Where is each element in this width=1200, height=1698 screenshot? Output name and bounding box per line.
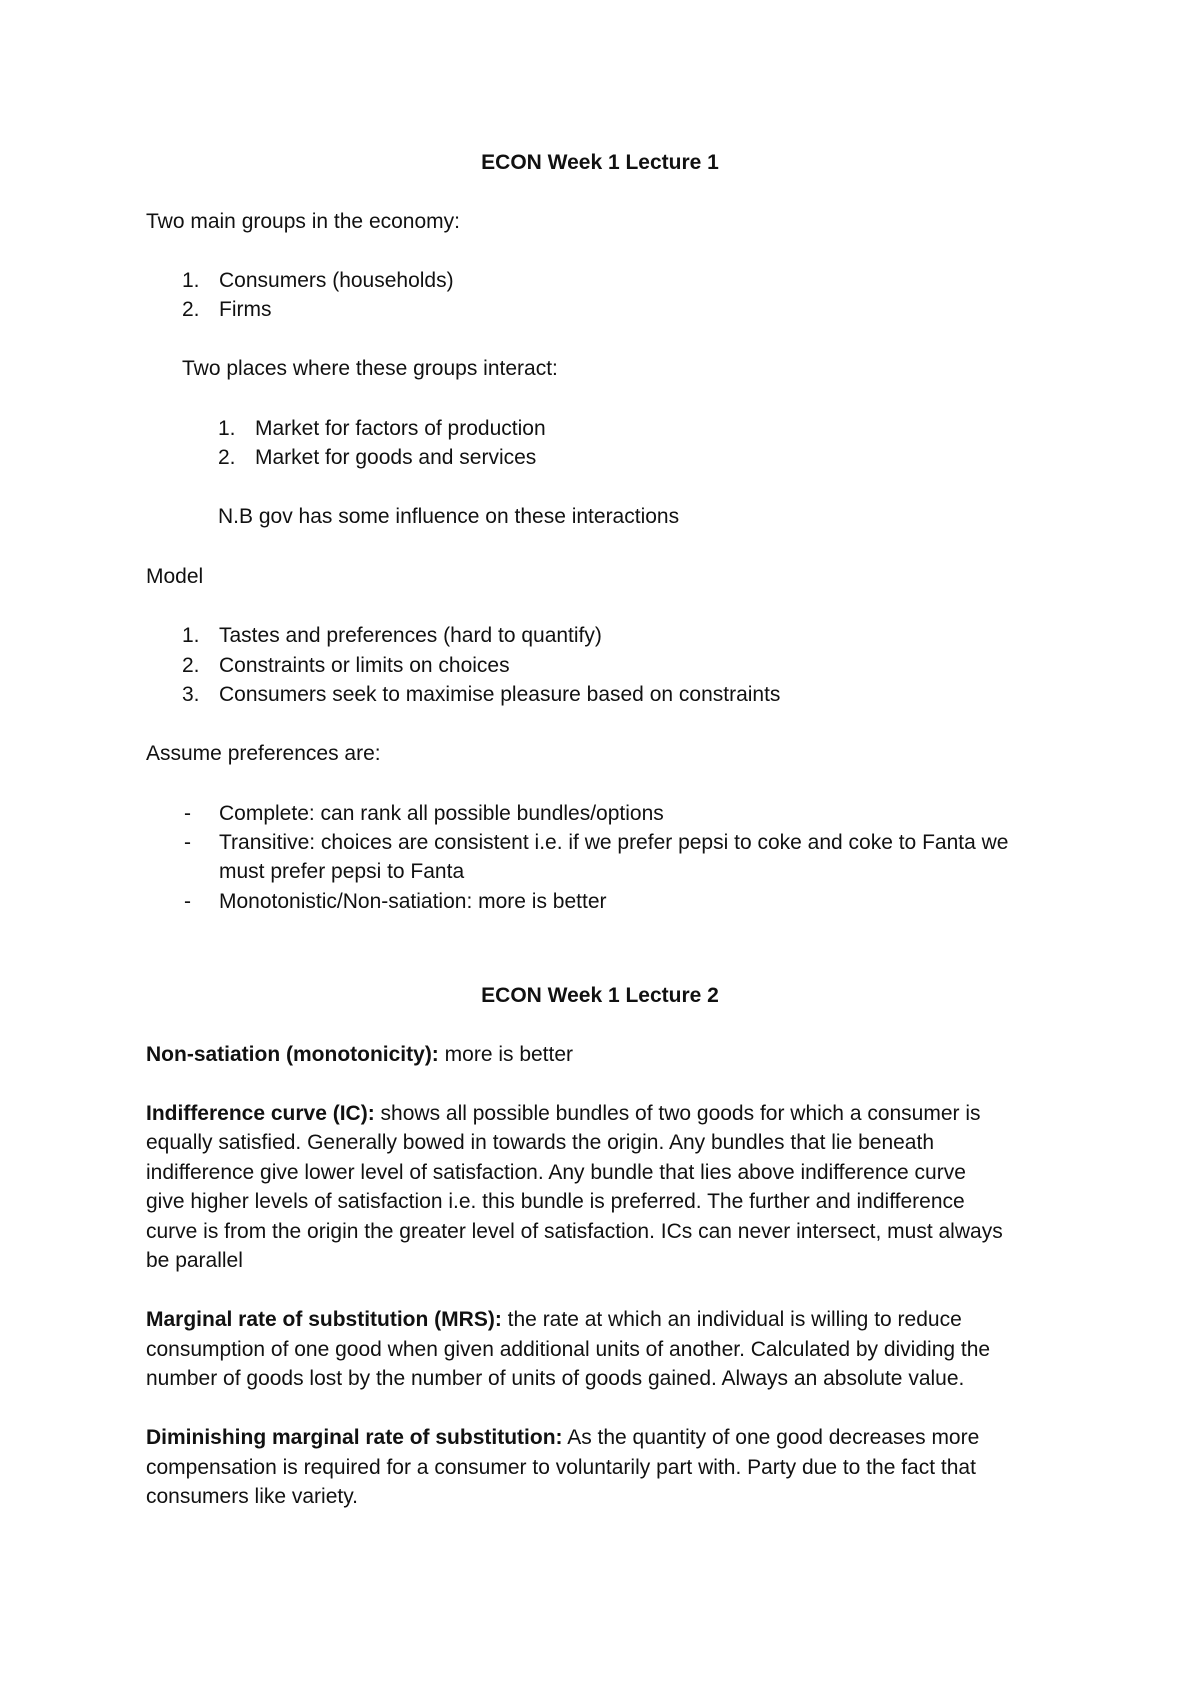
nb-note: N.B gov has some influence on these interactions bbox=[218, 505, 680, 528]
definition-line: give higher levels of satisfaction i.e. this bundle is preferred. The further and indifference bbox=[146, 1190, 965, 1213]
definition-term: Marginal rate of substitution (MRS): bbox=[146, 1308, 502, 1331]
list-item: Consumers (households) bbox=[219, 269, 454, 292]
definition-line: curve is from the origin the greater level of satisfaction. ICs can never intersect, must always bbox=[146, 1220, 1003, 1243]
list-number: 2. bbox=[182, 654, 200, 677]
definition-line bbox=[146, 1099, 981, 1129]
definition-line: number of goods lost by the number of units of goods gained. Always an absolute value. bbox=[146, 1367, 965, 1390]
list-item: Market for goods and services bbox=[255, 446, 537, 469]
list-number: 3. bbox=[182, 683, 200, 706]
definition-text: the rate at which an individual is willing to reduce bbox=[501, 1308, 962, 1331]
definition-line: be parallel bbox=[146, 1249, 243, 1272]
definition-text: more is better bbox=[438, 1043, 574, 1066]
nonsatiation-definition bbox=[146, 1040, 573, 1070]
list-item: Constraints or limits on choices bbox=[219, 654, 510, 677]
list-item-continuation: must prefer pepsi to Fanta bbox=[219, 860, 465, 883]
list-number: 1. bbox=[182, 624, 200, 647]
list-number: 2. bbox=[182, 298, 200, 321]
lecture1-title: ECON Week 1 Lecture 1 bbox=[481, 151, 719, 174]
definition-line: equally satisfied. Generally bowed in towards the origin. Any bundles that lie beneath bbox=[146, 1131, 934, 1154]
definition-line: indifference give lower level of satisfaction. Any bundle that lies above indifference curve bbox=[146, 1161, 966, 1184]
list-item: Transitive: choices are consistent i.e. if we prefer pepsi to coke and coke to Fanta we bbox=[219, 831, 1009, 854]
definition-line: compensation is required for a consumer to voluntarily part with. Party due to the fact that bbox=[146, 1456, 976, 1479]
definition-line bbox=[146, 1423, 979, 1453]
list-number: 2. bbox=[218, 446, 236, 469]
list-item: Firms bbox=[219, 298, 272, 321]
list-number: 1. bbox=[218, 417, 236, 440]
list-item: Monotonistic/Non-satiation: more is better bbox=[219, 890, 607, 913]
list-number: 1. bbox=[182, 269, 200, 292]
groups-intro: Two main groups in the economy: bbox=[146, 210, 460, 233]
list-item: Complete: can rank all possible bundles/options bbox=[219, 802, 664, 825]
assume-heading: Assume preferences are: bbox=[146, 742, 381, 765]
bullet-dash: - bbox=[184, 831, 191, 854]
places-intro: Two places where these groups interact: bbox=[182, 357, 558, 380]
list-item: Consumers seek to maximise pleasure based on constraints bbox=[219, 683, 781, 706]
definition-term: Non-satiation (monotonicity): bbox=[146, 1043, 439, 1066]
definition-text: As the quantity of one good decreases more bbox=[562, 1426, 980, 1449]
definition-term: Diminishing marginal rate of substitution: bbox=[146, 1426, 563, 1449]
definition-line: consumption of one good when given additional units of another. Calculated by dividing the bbox=[146, 1338, 991, 1361]
definition-line bbox=[146, 1305, 962, 1335]
definition-line: consumers like variety. bbox=[146, 1485, 359, 1508]
model-heading: Model bbox=[146, 565, 204, 588]
list-item: Tastes and preferences (hard to quantify) bbox=[219, 624, 602, 647]
bullet-dash: - bbox=[184, 890, 191, 913]
bullet-dash: - bbox=[184, 802, 191, 825]
definition-text: shows all possible bundles of two goods for which a consumer is bbox=[374, 1102, 981, 1125]
definition-term: Indifference curve (IC): bbox=[146, 1102, 375, 1125]
list-item: Market for factors of production bbox=[255, 417, 546, 440]
lecture2-title: ECON Week 1 Lecture 2 bbox=[481, 984, 719, 1007]
